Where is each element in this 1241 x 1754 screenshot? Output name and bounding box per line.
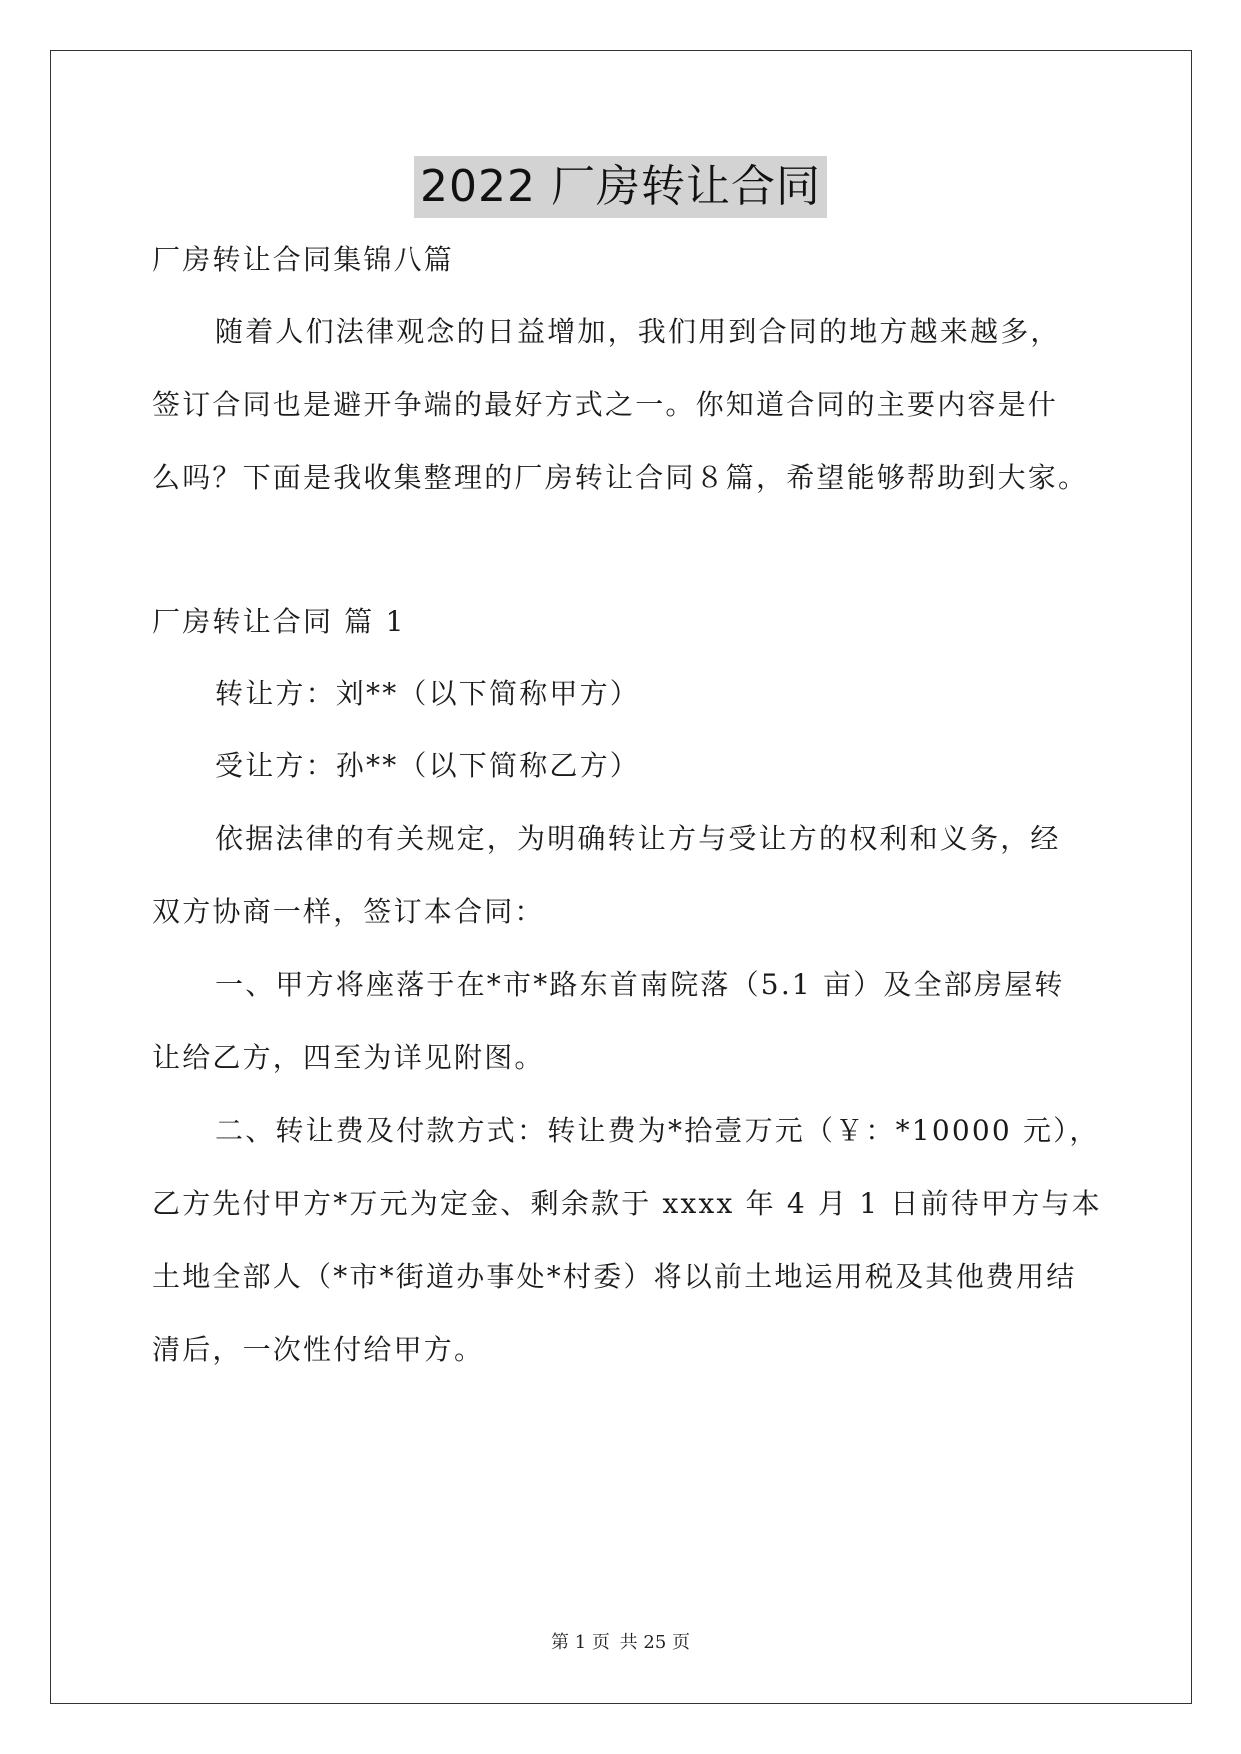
transferor-line: 转让方：刘**（以下简称甲方） — [215, 677, 641, 710]
clause1-line-2: 让给乙方，四至为详见附图。 — [152, 1041, 545, 1074]
clause2-line-4: 清后，一次性付给甲方。 — [152, 1333, 485, 1366]
section-heading: 厂房转让合同 篇 1 — [152, 605, 406, 638]
title-container — [0, 156, 1241, 218]
intro-line-1: 随着人们法律观念的日益增加，我们用到合同的地方越来越多， — [215, 315, 1061, 348]
preamble-line-2: 双方协商一样，签订本合同： — [152, 895, 545, 928]
transferee-line: 受让方：孙**（以下简称乙方） — [215, 749, 641, 782]
document-subtitle: 厂房转让合同集锦八篇 — [152, 243, 455, 276]
preamble-line-1: 依据法律的有关规定，为明确转让方与受让方的权利和义务，经 — [215, 822, 1061, 855]
page-border — [50, 50, 1192, 1704]
page-footer — [0, 1628, 1241, 1654]
intro-line-3: 么吗？下面是我收集整理的厂房转让合同８篇，希望能够帮助到大家。 — [152, 461, 1089, 494]
clause1-line-1: 一、甲方将座落于在*市*路东首南院落（5.1 亩）及全部房屋转 — [215, 968, 1065, 1001]
page-total: 共 25 页 — [619, 1632, 690, 1653]
clause2-line-1: 二、转让费及付款方式：转让费为*拾壹万元（￥：*10000 元）， — [215, 1114, 1100, 1147]
clause2-line-2: 乙方先付甲方*万元为定金、剩余款于 xxxx 年 4 月 1 日前待甲方与本 — [152, 1187, 1102, 1220]
intro-line-2: 签订合同也是避开争端的最好方式之一。你知道合同的主要内容是什 — [152, 388, 1059, 421]
clause2-line-3: 土地全部人（*市*街道办事处*村委）将以前土地运用税及其他费用结 — [152, 1260, 1077, 1293]
document-title: 2022 厂房转让合同 — [414, 156, 827, 218]
page-number: 第 1 页 — [551, 1632, 610, 1653]
